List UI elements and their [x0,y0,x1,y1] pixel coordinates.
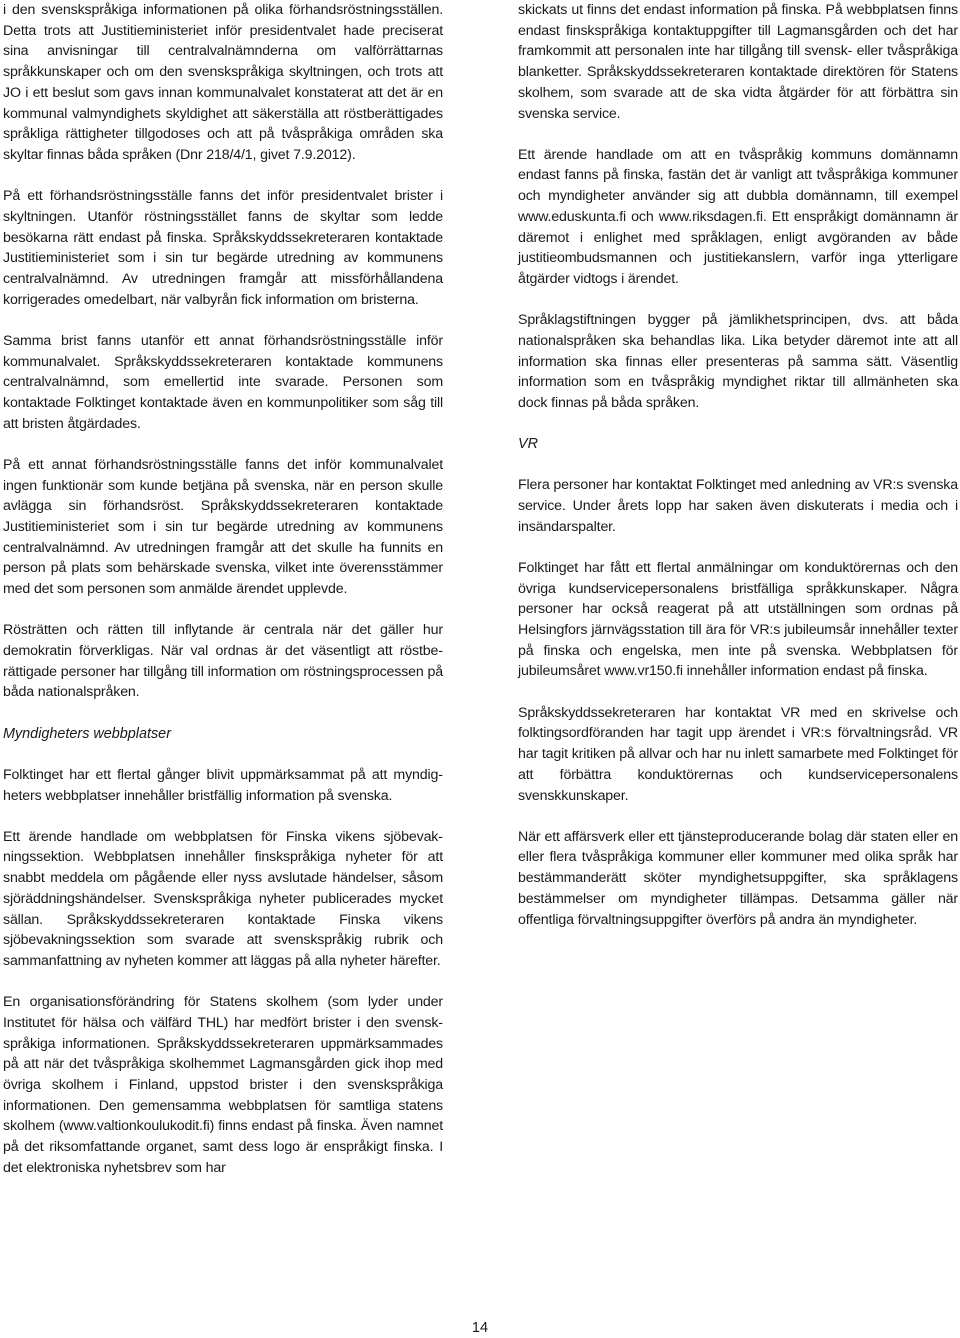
body-paragraph: När ett affärsverk eller ett tjänsteproducerande bolag där staten eller en eller flera tvåspråkiga kommuner eller kommuner med olika språk har bestämmanderätt sköter myndighetsuppgifter, ska språklagens bestämmelser om myndigheter tillämpas. Detsamma gäller när offentliga förvaltningsuppgifter överförs på andra än myndigheter. [518,828,958,928]
body-paragraph: På ett annat förhandsröstningsställe fanns det inför kommunalvalet ingen funktionär som kunde betjäna på svenska, när en person skulle avlägga sin förhandsröst. Språkskyddssekreteraren kontaktade Justitieministeriet som i sin tur begärde utredning av kommunens centralvalnämnd. Av utredningen framgår att det skulle ha funnits en person på plats som behärskade svenska, vilket inte överensstämmer med det som personen som anmälde ärendet upplevde. [3,456,443,598]
body-paragraph: Språkskyddssekreteraren har kontaktat VR med en skrivelse och folktingsordföranden har tagit upp ärendet i VR:s förvaltningsråd. VR har tagit kritiken på allvar och har nu inlett samarbete med Folktinget för att förbättra konduktörernas och kundservicepersonalens svenskkunskaper. [518,704,958,804]
body-paragraph: Samma brist fanns utanför ett annat förhandsröstningsställe inför kommunalvalet. Språkskyddssekreteraren kontaktade kommunens centralvalnämnd, som emellertid inte svarade. Personen som kontaktade Folktinget kontaktade även en kommunpolitiker som såg till att bristen åtgärdades. [3,332,443,432]
body-paragraph: En organisationsförändring för Statens skolhem (som lyder under Institutet för hälsa och välfärd THL) har medfört brister i den svenskspråkiga informationen. Språkskyddssekreteraren uppmärksammades på att när det tvåspråkiga skolhemmet Lagmansgården gick ihop med övriga skolhem i Finland, uppstod brister i den svenskspråkiga informationen. Den gemensamma webbplatsen för samtliga statens skolhem (www.valtionkoulukodit.fi) finns endast på finska. Även namnet på det riksomfattande organet, samt dess logo är enspråkigt finska. I det elektroniska nyhetsbrev som har [3,994,443,1176]
left-column [3,0,443,1199]
body-paragraph: i den svenskspråkiga informationen på olika förhandsröstningsställen. Detta trots att Justitieministeriet inför presidentvalet hade preciserat sina anvisningar till centralvalnämnderna om valförrättarnas språkkunskaper och om den svenskspråkiga skyltningen, och trots att JO i ett beslut som gavs innan kommunalvalet konstaterat att det är en kommunal valmyndighets skyldighet att säkerställa att röstberättigades språkliga rättigheter tillgodoses och att på tvåspråkiga områden ska skyltar finnas båda språken (Dnr 218/4/1, givet 7.9.2012). [3,2,443,163]
body-paragraph: På ett förhandsröstningsställe fanns det inför presidentvalet brister i skyltningen. Utanför röstningsstället fanns de skyltar som ledde besökarna rätt endast på finska. Språkskyddssekreteraren kontaktade Justitieministeriet som i sin tur begärde utredning av kommunens centralvalnämnd. Av utredningen framgår att missförhållandena korrigerades omedelbart, när valbyrån fick information om bristerna. [3,188,443,308]
page-number: 14 [471,1320,489,1336]
right-column [518,0,958,951]
section-heading: VR [518,436,538,453]
body-paragraph: Ett ärende handlade om webbplatsen för Finska vikens sjöbevakningssektion. Webbplatsen innehåller finskspråkiga nyheter för att snabbt meddela om pågående eller nyss avslutade händelser, såsom sjöräddningshändelser. Svenskspråkiga nyheter publicerades mycket sällan. Språkskyddssekreteraren kontaktade Finska vikens sjöbevakningssektion som svarade att svenskspråkig rubrik och sammanfattning av nyheten kommer att läggas på alla nyheter härefter. [3,828,443,969]
body-paragraph: Rösträtten och rätten till inflytande är centrala när det gäller hur demokratin förverkligas. När val ordnas är det väsentligt att röstberättigade personer har tillgång till information om röstningsprocessen på båda nationalspråken. [3,622,443,701]
body-paragraph: Folktinget har ett flertal gånger blivit uppmärksammat på att myndigheters webbplatser innehåller bristfällig information på svenska. [3,766,443,804]
body-paragraph: Ett ärende handlade om att en tvåspråkig kommuns domännamn endast fanns på finska, fastän det är vanligt att tvåspråkiga kommuner och myndigheter använder sig att dubbla domännamn, till exempel www.eduskunta.fi och www.riksdagen.fi. Ett enspråkigt domännamn är däremot i enlighet med språklagen, enligt avgöranden av både justitieombudsmannen och justitiekanslern, varför inga ytterligare åtgärder vidtogs i ärendet. [518,146,958,287]
body-paragraph: skickats ut finns det endast information på finska. På webbplatsen finns endast finskspråkiga kontaktuppgifter till Lagmansgården och det har framkommit att personalen inte har tillgång till svensk- eller tvåspråkiga blanketter. Språkskyddssekreteraren kontaktade direktören för Statens skolhem, som svarade att de ska vidta åtgärder för att förbättra sin svenska service. [518,2,958,122]
section-heading: Myndigheters webbplatser [3,725,171,742]
body-paragraph: Folktinget har fått ett flertal anmälningar om konduktörernas och den övriga kundservicepersonalens bristfälliga språkkunskaper. Några personer har också reagerat på att utställningen som ordnas på Helsingfors järnvägsstation till ära för VR:s jubileumsår innehåller texter på finska och engelska, men inte på svenska. Webbplatsen för jubileumsåret www.vr150.fi innehåller information endast på finska. [518,559,958,680]
body-paragraph: Språklagstiftningen bygger på jämlikhetsprincipen, dvs. att båda nationalspråken ska behandlas lika. Lika betyder däremot inte att all information ska finnas eller presenteras på samma sätt. Väsentlig information som en tvåspråkig myndighet riktar till allmänheten ska dock finnas på båda språken. [518,312,958,411]
body-paragraph: Flera personer har kontaktat Folktinget med anledning av VR:s svenska service. Under årets lopp har saken även diskuterats i media och i insändarspalter. [518,477,958,535]
